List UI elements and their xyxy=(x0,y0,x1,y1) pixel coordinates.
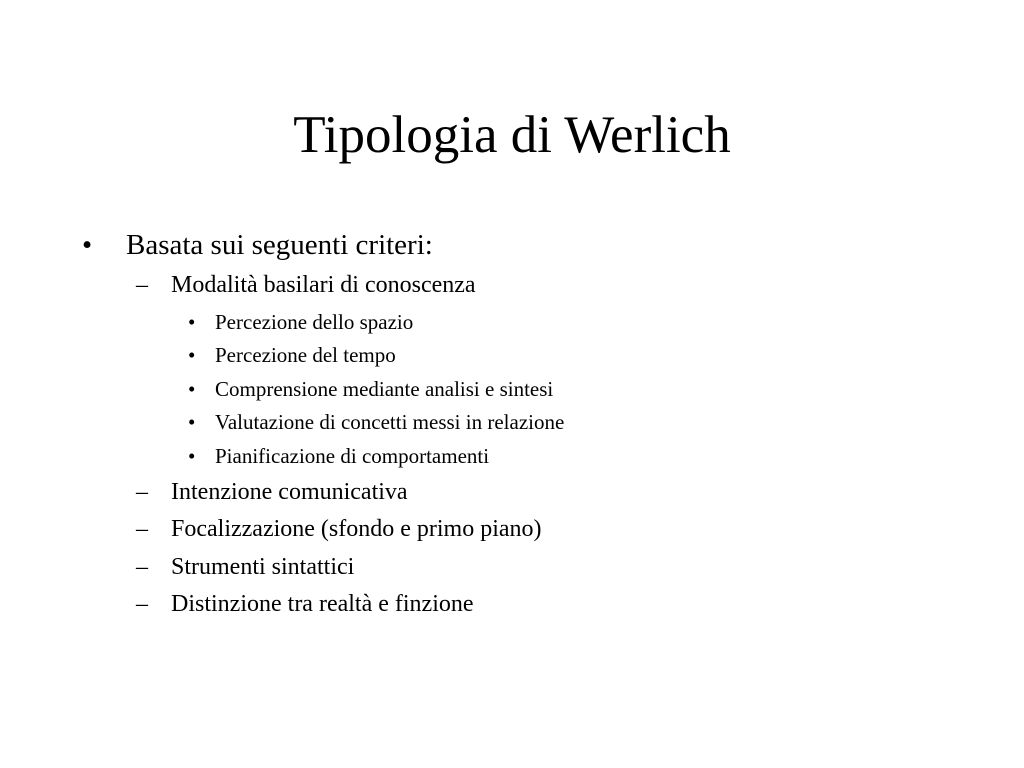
subitem-text: Intenzione comunicativa xyxy=(171,479,408,505)
subsubitem-text: Percezione dello spazio xyxy=(215,310,414,334)
bullet-marker: • xyxy=(188,310,196,334)
subsubitem-text: Comprensione mediante analisi e sintesi xyxy=(215,377,554,401)
subitem-text: Distinzione tra realtà e finzione xyxy=(171,591,474,617)
bullet-marker: • xyxy=(188,377,196,401)
bullet-marker: • xyxy=(188,410,196,434)
dash-marker: – xyxy=(136,554,148,580)
dash-marker: – xyxy=(136,591,148,617)
subitem-text: Focalizzazione (sfondo e primo piano) xyxy=(171,516,542,542)
bullet-marker: • xyxy=(188,444,196,468)
dash-marker: – xyxy=(136,516,148,542)
dash-marker: – xyxy=(136,272,148,298)
subitem-text: Modalità basilari di conoscenza xyxy=(171,272,476,298)
subitem-text: Strumenti sintattici xyxy=(171,554,355,580)
slide-title: Tipologia di Werlich xyxy=(293,106,731,164)
bullet-marker: • xyxy=(188,343,196,367)
subsubitem-text: Percezione del tempo xyxy=(215,343,396,367)
subsubitem-text: Valutazione di concetti messi in relazione xyxy=(215,410,565,434)
bullet-text: Basata sui seguenti criteri: xyxy=(126,229,433,261)
bullet-marker: • xyxy=(82,229,93,261)
dash-marker: – xyxy=(136,479,148,505)
subsubitem-text: Pianificazione di comportamenti xyxy=(215,444,490,468)
